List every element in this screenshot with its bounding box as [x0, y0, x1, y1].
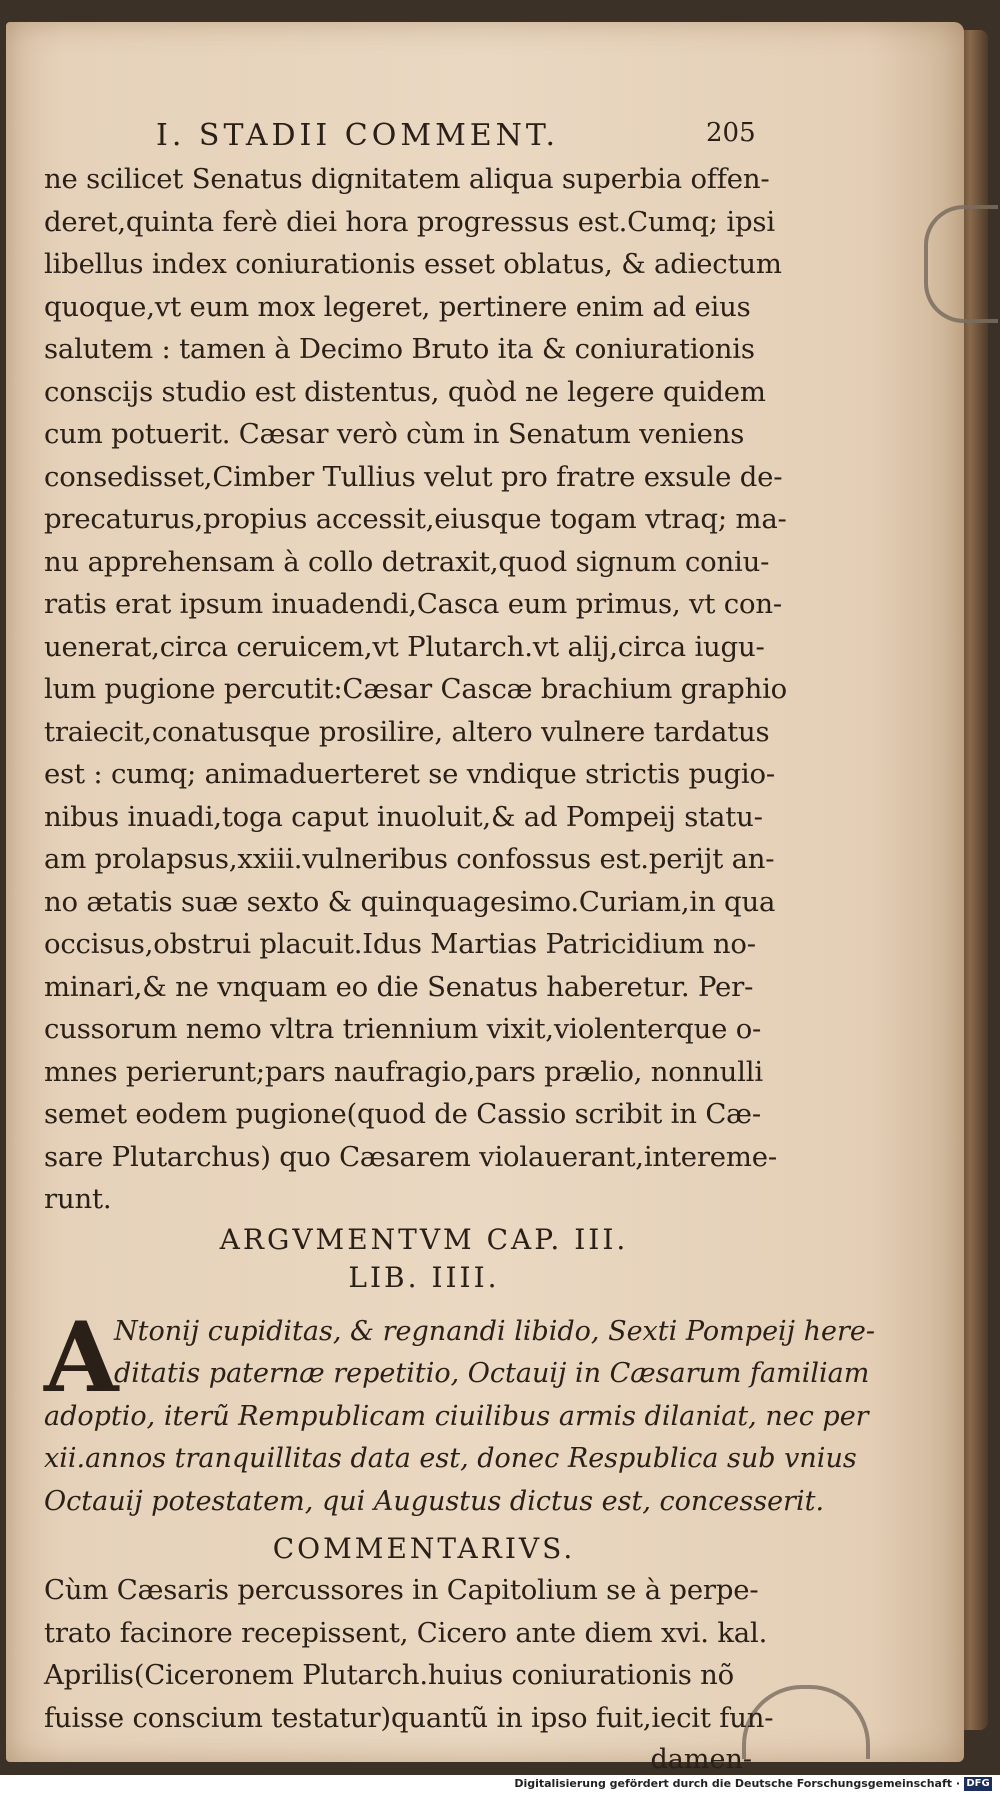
text-line: traiecit,conatusque prosilire, altero vulnere tardatus [44, 715, 770, 748]
text-line: minari,& ne vnquam eo die Senatus haberetur. Per- [44, 970, 754, 1003]
text-line: trato facinore recepissent, Cicero ante diem xvi. kal. [44, 1616, 768, 1649]
text-line: salutem : tamen à Decimo Bruto ita & coniurationis [44, 333, 755, 365]
argument-line: adoptio, iterũ Rempublicam ciuilibus armis dilaniat, nec per [44, 1400, 869, 1432]
text-line: cum potuerit. Cæsar verò cùm in Senatum veniens [44, 418, 745, 450]
argument-line: ditatis paternæ repetitio, Octauij in Cæsarum familiam [114, 1358, 870, 1389]
argument-line: xii.annos tranquillitas data est, donec Respublica sub vnius [44, 1443, 857, 1474]
page-clip-right [924, 205, 998, 323]
text-line: sare Plutarchus) quo Cæsarem violauerant,intereme- [44, 1140, 777, 1173]
page-number: 205 [706, 118, 756, 148]
catchword: damen- [650, 1744, 752, 1775]
dfg-logo: DFG [964, 1777, 992, 1791]
commentarius-paragraph [44, 1569, 774, 1781]
text-line: occisus,obstrui placuit.Idus Martias Patricidium no- [44, 928, 756, 960]
running-title: I. STADII COMMENT. [156, 118, 560, 153]
argument-line: Octauij potestatem, qui Augustus dictus est, concesserit. [44, 1485, 825, 1517]
text-line: consedisset,Cimber Tullius velut pro fratre exsule de- [44, 460, 783, 493]
footer-credit: Digitalisierung gefördert durch die Deutsche Forschungsgemeinschaft · [514, 1777, 960, 1790]
text-line: ne scilicet Senatus dignitatem aliqua superbia offen- [44, 163, 770, 195]
argument-heading [84, 1221, 764, 1297]
text-line: deret,quinta ferè diei hora progressus est.Cumq; ipsi [44, 205, 775, 238]
text-line: cussorum nemo vltra triennium vixit,violenterque o- [44, 1013, 762, 1045]
text-line: mnes perierunt;pars naufragio,pars prælio, nonnulli [44, 1055, 763, 1088]
argument-heading-line1: ARGVMENTVM CAP. III. [219, 1222, 629, 1256]
text-line: libellus index coniurationis esset oblatus, & adiectum [44, 248, 782, 280]
argument-line: Ntonij cupiditas, & regnandi libido, Sexti Pompeij here- [114, 1315, 876, 1347]
text-line: nibus inuadi,toga caput inuoluit,& ad Pompeij statu- [44, 800, 763, 833]
running-head [44, 118, 764, 158]
text-line: semet eodem pugione(quod de Cassio scribit in Cæ- [44, 1098, 761, 1130]
text-line: precaturus,propius accessit,eiusque togam vtraq; ma- [44, 503, 787, 535]
drop-cap: A [44, 1300, 119, 1414]
digitization-footer [0, 1775, 1000, 1794]
text-line: nu apprehensam à collo detraxit,quod signum coniu- [44, 545, 770, 578]
text-line: uenerat,circa ceruicem,vt Plutarch.vt alij,circa iugu- [44, 630, 765, 663]
commentarius-heading: COMMENTARIVS. [272, 1532, 576, 1565]
text-line: conscijs studio est distentus, quòd ne legere quidem [44, 375, 766, 408]
text-line: am prolapsus,xxiii.vulneribus confossus est.perijt an- [44, 843, 775, 875]
text-line: Cùm Cæsaris percussores in Capitolium se à perpe- [44, 1574, 759, 1606]
body-paragraph [44, 158, 788, 1221]
text-line: est : cumq; animaduerteret se vndique strictis pugio- [44, 758, 775, 790]
text-line: fuisse conscium testatur)quantũ in ipso fuit,iecit fun- [44, 1701, 774, 1734]
text-line: lum pugione percutit:Cæsar Cascæ brachium graphio [44, 673, 788, 705]
argument-heading-line2: LIB. IIII. [348, 1260, 500, 1294]
argument-paragraph [44, 1300, 876, 1524]
text-line: ratis erat ipsum inuadendi,Casca eum primus, vt con- [44, 588, 782, 620]
text-line: Aprilis(Ciceronem Plutarch.huius coniurationis nõ [44, 1659, 735, 1691]
text-line: runt. [44, 1183, 112, 1215]
text-line: quoque,vt eum mox legeret, pertinere enim ad eius [44, 290, 751, 323]
page-text [44, 118, 876, 1781]
text-line: no ætatis suæ sexto & quinquagesimo.Curiam,in qua [44, 885, 776, 918]
